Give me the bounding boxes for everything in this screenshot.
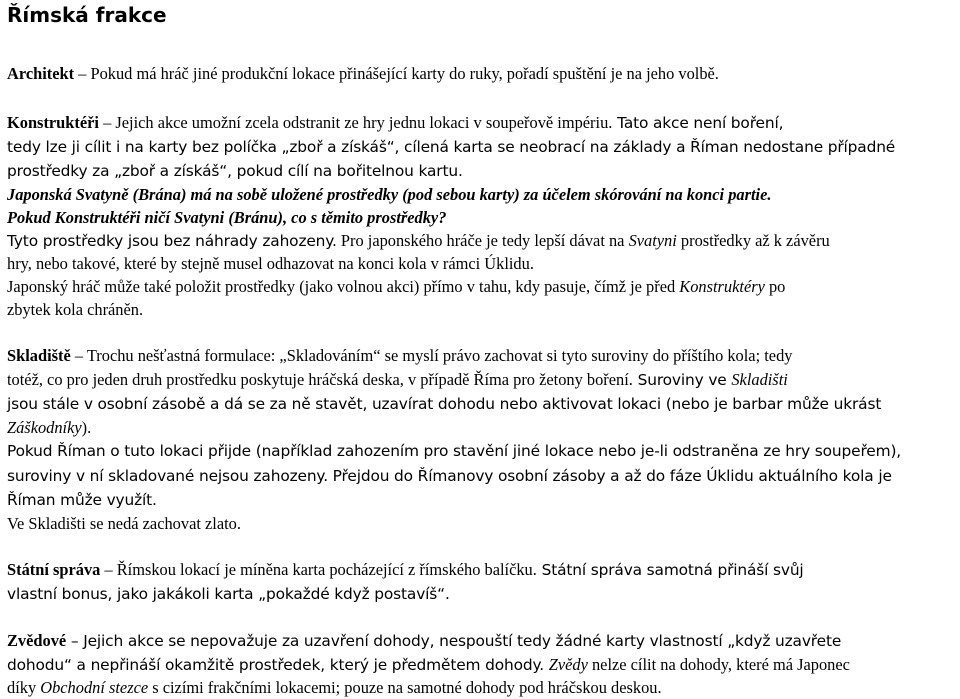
zvedove-text-2-em: Zvědy [548, 655, 588, 674]
zvedove-line-1 [7, 631, 841, 651]
statni-sprava-text-1a: – Římskou lokací je míněna karta pocházející z římského balíčku. [100, 560, 537, 579]
page-title: Římská frakce [7, 3, 167, 27]
konstrukteri-answer-3b: po [764, 277, 786, 296]
skladiste-text-2a: totéž, co pro jeden druh prostředku poskytuje hráčská deska, v případě Říma pro žetony boření. [7, 370, 633, 389]
statni-sprava-term: Státní správa [7, 560, 101, 579]
skladiste-text-4b: ). [81, 418, 92, 437]
konstrukteri-answer-2: hry, nebo takové, které by stejně musel odhazovat na konci kola v rámci Úklidu. [7, 254, 534, 273]
skladiste-text-2b: Suroviny ve [632, 371, 732, 389]
skladiste-term: Skladiště [7, 346, 71, 365]
konstrukteri-line-2: tedy lze ji cílit i na karty bez políčka „zboř a získáš“, cílená karta se neobrací na základy a Říman nedostane případné [7, 138, 896, 156]
zvedove-line-3 [7, 678, 662, 698]
statni-sprava-line-1 [7, 560, 804, 580]
architekt-text: – Pokud má hráč jiné produkční lokace přinášející karty do ruky, pořadí spuštění je na jeho volbě. [74, 64, 719, 83]
zvedove-term: Zvědové [7, 631, 67, 650]
statni-sprava-line-2: vlastní bonus, jako jakákoli karta „pokaždé když postavíš“. [7, 585, 450, 603]
konstrukteri-answer-1b: Pro japonského hráče je tedy lepší dávat na [336, 231, 629, 250]
konstrukteri-question-2: Pokud Konstruktéři ničí Svatyni (Bránu), co s těmito prostředky? [7, 208, 447, 227]
architekt-paragraph [7, 64, 719, 84]
zvedove-text-3b: s cizími frakčními lokacemi; pouze na samotné dohody pod hráčskou deskou. [148, 678, 662, 697]
konstrukteri-text-1b: Tato akce není boření, [612, 114, 784, 132]
skladiste-text-2-em: Skladišti [731, 370, 788, 389]
konstrukteri-line-3: prostředky za „zboř a získáš“, pokud cílí na bořitelnou kartu. [7, 162, 463, 180]
zvedove-text-3a: díky [7, 678, 41, 697]
architekt-term: Architekt [7, 64, 75, 83]
skladiste-line-7: Říman může využít. [7, 491, 157, 509]
skladiste-line-3: jsou stále v osobní zásobě a dá se za ně stavět, uzavírat dohodu nebo aktivovat lokaci (nebo je barbar může ukrást [7, 395, 882, 413]
konstrukteri-line-1 [7, 113, 783, 133]
konstrukteri-answer-1a: Tyto prostředky jsou bez náhrady zahozeny. [7, 232, 337, 250]
konstrukteri-answer-1-em: Svatyni [628, 231, 677, 250]
skladiste-line-5: Pokud Říman o tuto lokaci přijde (například zahozením pro stavění jiné lokace nebo je-li odstraněna ze hry soupeřem), [7, 442, 902, 460]
konstrukteri-answer-3-em: Konstruktéry [679, 277, 765, 296]
skladiste-line-4 [7, 418, 91, 438]
zvedove-text-1: – Jejich akce se nepovažuje za uzavření dohody, nespouští tedy žádné karty vlastností „když uzavřete [66, 632, 842, 650]
skladiste-line-8: Ve Skladišti se nedá zachovat zlato. [7, 514, 241, 533]
skladiste-line-2 [7, 370, 788, 390]
skladiste-line-1 [7, 346, 792, 366]
konstrukteri-term: Konstruktéři [7, 113, 99, 132]
statni-sprava-text-1b: Státní správa samotná přináší svůj [536, 561, 804, 579]
skladiste-line-6: suroviny v ní skladované nejsou zahozeny. Přejdou do Římanovy osobní zásoby a až do fáze Úklidu aktuálního kola je [7, 467, 892, 485]
konstrukteri-answer-3 [7, 277, 785, 297]
konstrukteri-answer-1 [7, 231, 830, 251]
konstrukteri-question-1: Japonská Svatyně (Brána) má na sobě uložené prostředky (pod sebou karty) za účelem skórování na konci partie. [7, 185, 772, 204]
konstrukteri-answer-4: zbytek kola chráněn. [7, 300, 144, 319]
konstrukteri-answer-1c: prostředky až k závěru [676, 231, 830, 250]
skladiste-text-1: – Trochu nešťastná formulace: „Skladováním“ se myslí právo zachovat si tyto suroviny do příštího kola; tedy [70, 346, 793, 365]
zvedove-line-2 [7, 655, 850, 675]
konstrukteri-answer-3a: Japonský hráč může také položit prostředky (jako volnou akci) přímo v tahu, kdy pasuje, čímž je před [7, 277, 680, 296]
konstrukteri-text-1: – Jejich akce umožní zcela odstranit ze hry jednu lokaci v soupeřově impériu. [98, 113, 613, 132]
zvedove-text-2b: nelze cílit na dohody, které má Japonec [587, 655, 850, 674]
zvedove-text-3-em: Obchodní stezce [40, 678, 149, 697]
zvedove-text-2a: dohodu“ a nepřináší okamžitě prostředek, který je předmětem dohody. [7, 656, 549, 674]
skladiste-text-4-em: Záškodníky [7, 418, 82, 437]
